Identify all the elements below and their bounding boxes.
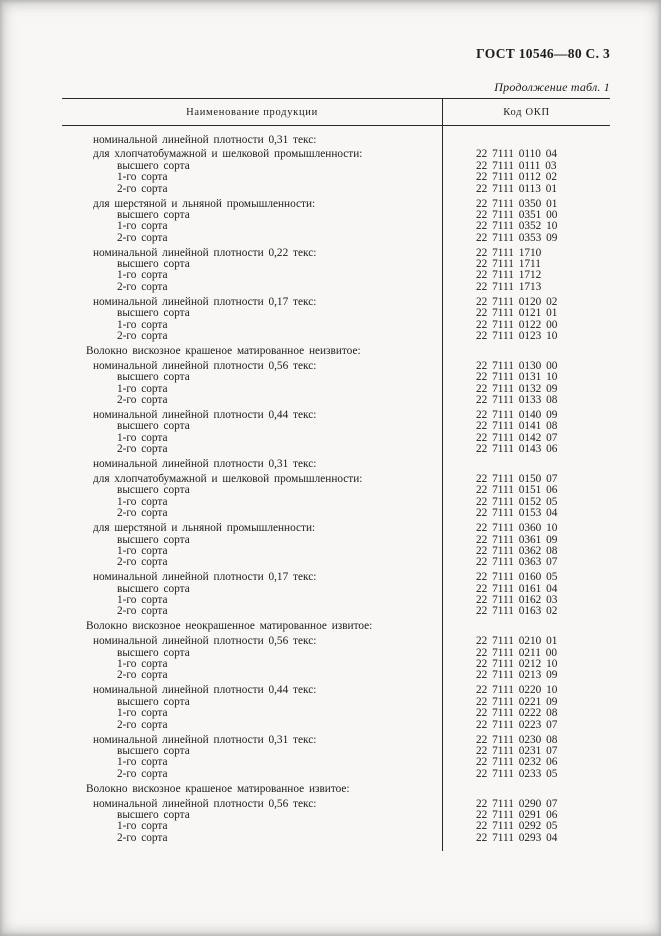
- product-name-cell: номинальной линейной плотности 0,31 текс:: [93, 458, 317, 471]
- product-name-cell: Волокно вискозное крашеное матированное неизвитое:: [86, 344, 361, 357]
- okp-code-cell: 22 7111 0120 02: [476, 295, 558, 308]
- okp-code-cell: 22 7111 0123 10: [476, 330, 558, 342]
- table-row: [62, 372, 610, 383]
- product-name-cell: номинальной линейной плотности 0,17 текс:: [93, 295, 317, 308]
- product-name-cell: высшего сорта: [117, 420, 190, 433]
- okp-code-cell: [442, 784, 610, 795]
- product-name-cell: 2-го сорта: [117, 507, 168, 520]
- product-name-cell: высшего сорта: [117, 159, 190, 172]
- column-header-product-name: Наименование продукции: [186, 107, 318, 118]
- product-name-cell: для хлопчатобумажной и шелковой промышленности:: [93, 472, 363, 485]
- okp-code-cell: 22 7111 0121 01: [476, 307, 558, 320]
- okp-code-cell: 22 7111 0130 00: [476, 359, 558, 372]
- product-name-cell: 2-го сорта: [117, 718, 168, 731]
- product-name-cell: 2-го сорта: [117, 556, 168, 569]
- okp-code-cell: 22 7111 0223 07: [476, 718, 558, 731]
- okp-code-cell: 22 7111 0131 10: [476, 371, 558, 384]
- okp-code-cell: 22 7111 0293 04: [476, 831, 558, 844]
- table-row: [62, 784, 610, 795]
- product-name-cell: номинальной линейной плотности 0,56 текс:: [93, 359, 317, 372]
- okp-code-cell: 22 7111 0232 06: [476, 756, 558, 769]
- table-row: [62, 233, 610, 244]
- product-name-cell: высшего сорта: [117, 744, 190, 757]
- okp-code-cell: 22 7111 0151 06: [476, 484, 558, 497]
- okp-code-cell: 22 7111 0133 08: [476, 394, 558, 407]
- product-name-cell: высшего сорта: [117, 582, 190, 595]
- column-header-okp-code: Код ОКП: [442, 99, 610, 125]
- okp-code-cell: 22 7111 0161 04: [476, 582, 558, 595]
- okp-code-cell: 22 7111 0110 04: [476, 148, 557, 161]
- product-name-cell: 1-го сорта: [117, 318, 168, 331]
- okp-code-cell: 22 7111 0150 07: [476, 472, 558, 485]
- product-name-cell: высшего сорта: [117, 484, 190, 497]
- okp-code-cell: 22 7111 0140 09: [476, 408, 558, 421]
- okp-code-cell: 22 7111 0290 07: [476, 797, 558, 810]
- okp-code-cell: [442, 346, 610, 357]
- okp-code-cell: 22 7111 0213 09: [476, 669, 558, 682]
- table-row: [62, 508, 610, 519]
- table-row: [62, 572, 610, 583]
- product-name-cell: для шерстяной и льняной промышленности:: [93, 197, 316, 210]
- okp-code-cell: 22 7111 0160 05: [476, 571, 558, 584]
- table-row: [62, 184, 610, 195]
- table-row: [62, 346, 610, 357]
- table-continuation-note: Продолжение табл. 1: [494, 80, 610, 94]
- okp-code-cell: 22 7111 0233 05: [476, 767, 558, 780]
- okp-code-cell: 22 7111 0141 08: [476, 420, 558, 433]
- okp-code-cell: 22 7111 0350 01: [476, 197, 558, 210]
- product-name-cell: для хлопчатобумажной и шелковой промышленности:: [93, 148, 363, 161]
- okp-code-cell: 22 7111 0230 08: [476, 733, 558, 746]
- product-name-cell: 2-го сорта: [117, 330, 168, 342]
- product-name-cell: 2-го сорта: [117, 767, 168, 780]
- okp-code-cell: 22 7111 0353 09: [476, 231, 558, 244]
- product-name-cell: высшего сорта: [117, 258, 190, 271]
- okp-code-cell: 22 7111 0292 05: [476, 820, 558, 833]
- product-name-cell: 1-го сорта: [117, 707, 168, 720]
- okp-code-cell: 22 7111 0113 01: [476, 182, 557, 195]
- okp-code-cell: 22 7111 1711: [476, 258, 541, 271]
- product-name-cell: высшего сорта: [117, 533, 190, 546]
- okp-code-cell: 22 7111 0153 04: [476, 507, 558, 520]
- table-row: [62, 282, 610, 293]
- product-name-cell: 1-го сорта: [117, 431, 168, 444]
- okp-code-cell: 22 7111 0122 00: [476, 318, 558, 331]
- product-name-cell: 2-го сорта: [117, 280, 168, 293]
- table-row: [62, 606, 610, 617]
- table-row: [62, 459, 610, 470]
- product-name-cell: 2-го сорта: [117, 394, 168, 407]
- product-name-cell: Волокно вискозное неокрашенное матированное извитое:: [86, 620, 373, 633]
- product-name-cell: высшего сорта: [117, 646, 190, 659]
- okp-code-cell: 22 7111 0111 03: [476, 159, 557, 172]
- okp-code-cell: 22 7111 0211 00: [476, 646, 557, 659]
- okp-code-cell: 22 7111 0143 06: [476, 443, 558, 456]
- product-name-cell: 1-го сорта: [117, 171, 168, 184]
- table-row: [62, 621, 610, 632]
- okp-code-cell: 22 7111 0360 10: [476, 522, 558, 535]
- product-name-cell: 2-го сорта: [117, 231, 168, 244]
- okp-code-cell: 22 7111 0212 10: [476, 658, 558, 671]
- okp-code-cell: 22 7111 0220 10: [476, 684, 558, 697]
- okp-code-cell: 22 7111 0231 07: [476, 744, 558, 757]
- product-name-cell: 1-го сорта: [117, 220, 168, 233]
- table-body: [62, 126, 610, 851]
- table-row: [62, 757, 610, 768]
- product-name-cell: 1-го сорта: [117, 544, 168, 557]
- table-row: [62, 708, 610, 719]
- product-name-cell: номинальной линейной плотности 0,44 текс:: [93, 408, 317, 421]
- table-row: [62, 444, 610, 455]
- product-name-cell: для шерстяной и льняной промышленности:: [93, 522, 316, 535]
- okp-code-cell: 22 7111 0351 00: [476, 208, 558, 221]
- product-name-cell: номинальной линейной плотности 0,17 текс:: [93, 571, 317, 584]
- okp-code-cell: 22 7111 0362 08: [476, 544, 558, 557]
- product-name-cell: 2-го сорта: [117, 182, 168, 195]
- table-row: [62, 395, 610, 406]
- product-name-cell: номинальной линейной плотности 0,56 текс:: [93, 635, 317, 648]
- table-row: [62, 636, 610, 647]
- okp-code-cell: 22 7111 0221 09: [476, 695, 558, 708]
- product-name-cell: высшего сорта: [117, 307, 190, 320]
- table-row: [62, 720, 610, 731]
- product-name-cell: 2-го сорта: [117, 831, 168, 844]
- product-name-cell: номинальной линейной плотности 0,31 текс:: [93, 733, 317, 746]
- table-header-row: [62, 98, 610, 126]
- table-row: [62, 557, 610, 568]
- product-name-cell: высшего сорта: [117, 208, 190, 221]
- product-name-cell: 1-го сорта: [117, 495, 168, 508]
- product-name-cell: высшего сорта: [117, 371, 190, 384]
- okp-code-cell: [442, 135, 610, 146]
- product-name-cell: номинальной линейной плотности 0,31 текс:: [93, 133, 317, 146]
- table-row: [62, 523, 610, 534]
- product-name-cell: 1-го сорта: [117, 269, 168, 282]
- okp-code-cell: 22 7111 0210 01: [476, 635, 558, 648]
- okp-code-cell: 22 7111 0352 10: [476, 220, 558, 233]
- okp-code-cell: 22 7111 1713: [476, 280, 542, 293]
- okp-code-cell: 22 7111 0363 07: [476, 556, 558, 569]
- okp-code-cell: 22 7111 0132 09: [476, 382, 558, 395]
- product-name-cell: 2-го сорта: [117, 443, 168, 456]
- product-name-cell: номинальной линейной плотности 0,56 текс:: [93, 797, 317, 810]
- product-name-cell: 2-го сорта: [117, 605, 168, 618]
- table-row: [62, 331, 610, 342]
- okp-code-cell: 22 7111 0112 02: [476, 171, 557, 184]
- product-name-cell: номинальной линейной плотности 0,44 текс:: [93, 684, 317, 697]
- okp-code-cell: 22 7111 1710: [476, 246, 542, 259]
- okp-code-cell: 22 7111 1712: [476, 269, 542, 282]
- doc-reference: ГОСТ 10546—80 С. 3: [476, 46, 610, 61]
- product-name-cell: высшего сорта: [117, 695, 190, 708]
- table-row: [62, 135, 610, 146]
- table-row: [62, 308, 610, 319]
- product-name-cell: 1-го сорта: [117, 658, 168, 671]
- product-name-cell: Волокно вискозное крашеное матированное извитое:: [86, 782, 350, 795]
- product-name-cell: 1-го сорта: [117, 756, 168, 769]
- product-name-cell: номинальной линейной плотности 0,22 текс:: [93, 246, 317, 259]
- okp-code-cell: 22 7111 0162 03: [476, 594, 558, 607]
- okp-code-cell: [442, 621, 610, 632]
- table-row: [62, 172, 610, 183]
- product-name-cell: 1-го сорта: [117, 382, 168, 395]
- okp-code-cell: 22 7111 0163 02: [476, 605, 558, 618]
- okp-code-cell: 22 7111 0361 09: [476, 533, 558, 546]
- okp-code-cell: 22 7111 0152 05: [476, 495, 558, 508]
- product-name-cell: 2-го сорта: [117, 669, 168, 682]
- okp-codes-table: [62, 98, 610, 851]
- okp-code-cell: [442, 459, 610, 470]
- okp-code-cell: 22 7111 0142 07: [476, 431, 558, 444]
- table-row: [62, 670, 610, 681]
- product-name-cell: 1-го сорта: [117, 820, 168, 833]
- okp-code-cell: 22 7111 0222 08: [476, 707, 558, 720]
- product-name-cell: 1-го сорта: [117, 594, 168, 607]
- product-name-cell: высшего сорта: [117, 808, 190, 821]
- table-row: [62, 769, 610, 780]
- table-row: [62, 833, 610, 844]
- okp-code-cell: 22 7111 0291 06: [476, 808, 558, 821]
